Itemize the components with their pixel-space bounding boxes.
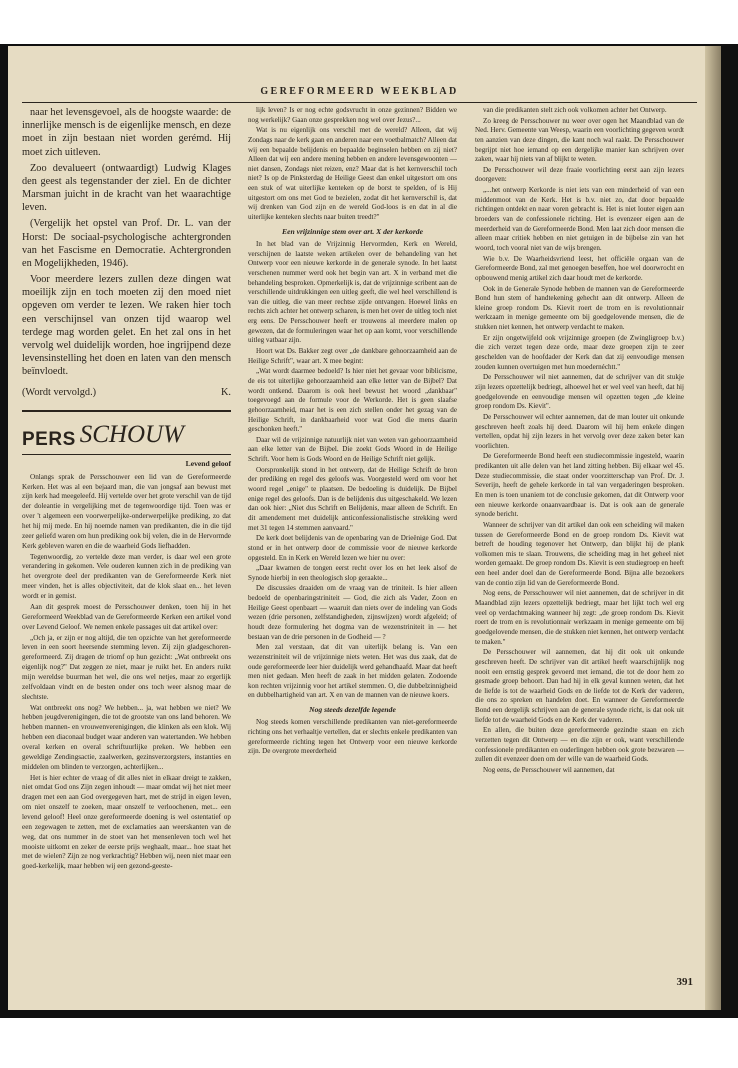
page-number: 391 xyxy=(676,976,693,988)
paragraph: „...het ontwerp Kerkorde is niet iets van een minderheid of van een middenmoot van de Kerk. Het is b.v. niet zo, dat door bepaalde richtingen ontdekt en naar voren gebracht is. Het is niet louter eigen aan broeders van de confessionele richting. Het is evenzeer eigen aan de meerderheid van de Gereformeerde Bond. Men laat zich door mensen die alleen maar critiek hebben en niet getuigen in de bijbelse zin van het woord, toch vooral niet van de wijs brengen. xyxy=(475,186,684,252)
to-be-continued: (Wordt vervolgd.) xyxy=(22,387,97,399)
paragraph: „Och ja, er zijn er nog altijd, die ten opzichte van het gereformeerde leven in een soort heersende stemming leven. Zij zijn gladgeschoren-gereformeerd. Zij dragen de triomf op hun gezicht: „Wat ontbreekt ons eigenlijk nog?" Dat zeggen ze niet, maar je ruikt het. En anders ruikt mijn wereldse buurman het wel, die ons wel netjes, maar zo ergerlijk zelfvoldaan vindt en de besten onder ons toch weer alsnog maar de slechtste. xyxy=(22,633,231,701)
section-subheading: Een vrijzinnige stem over art. X der kerkorde xyxy=(282,226,423,236)
section-subheading: Levend geloof xyxy=(185,459,231,469)
paragraph: Onlangs sprak de Persschouwer een lid van de Gereformeerde Kerken. Het was al een bejaard man, die van jongsaf aan bewust met zijn kerk had meegeleefd. Hij vertelde over het grote verschil van de tijd der doleantie in vergelijking met de tegenwoordige tijd. Toen was er over 't algemeen een voorwerpelijke-onderwerpelijke prediking, zo dat het hij mij mede. En hij noemde namen van predikanten, die in die tijd zeer geliefd waren om hun prediking ook bij velen, die in de Hervormde Kerk gebleven waren en die de waarheid Gods liefhadden. xyxy=(22,472,231,550)
column-2 xyxy=(248,106,457,758)
paragraph: De Persschouwer wil deze fraaie voorlichting eerst aan zijn lezers doorgeven: xyxy=(475,165,684,184)
continuation-line xyxy=(22,386,231,400)
paragraph: De Persschouwer wil niet aannemen, dat de schrijver van dit stukje zijn lezers opzettelijk bedriegt, alhoewel het er wel veel van heeft, dat hij goedgelovende en eenvoudige mensen wil opzetten tegen „de kleine groep rondom Ds. Kievit". xyxy=(475,373,684,411)
paragraph: Wat is nu eigenlijk ons verschil met de wereld? Alleen, dat wij Zondags naar de kerk gaan en anderen naar een voetbalmatch? Alleen dat wij een bepaalde belijdenis en bepaalde beginselen hebben en zij niet? Alleen dat wij een andere mening hebben en andere levensgewoonten — niet dansen, Zondags niet reizen, enz? Maar dat is het kernverschil toch niet? Is op de Pinksterdag de Heilige Geest dan enkel uitgestort om ons een stuk of wat uiterlijke kenteken op de borst te spelden, of is Hij uitgestort om ons met God te bezielen, zodat dit het kernverschil is, dat wij drenken van God zijn en de wereld God-loos is en dat in al die uiterlijke kenteken slechts naar buiten treedt?" xyxy=(248,126,457,222)
paragraph: Zo kreeg de Persschouwer nu weer over ogen het Maandblad van de Ned. Herv. Gemeente van Weesp, waarin een voorlichting gegeven wordt ten aanzien van deze dingen, die kant noch wal raakt. De Persschouwer begrijpt niet hoe iemand op een dergelijke manier kan schrijven over zaken, waar hij niets van af blijkt te weten. xyxy=(475,116,684,164)
section-subheading: Nog steeds dezelfde legende xyxy=(309,705,396,715)
paragraph: Het is hier echter de vraag of dit alles niet in elkaar dreigt te zakken, niet omdat God ons Zijn zegen inhoudt — maar omdat wij het niet meer dragen met een aan God overgegeven hart, met de strijd in eigen leven, om niet onszelf te zoeken, maar onszelf te verloochenen, met... een levend geloof! Heel onze gereformeerde doening is wel ostentatief op een zegewagen te zetten, met de exclamaties aan weerskanten van de weg, dat ons nummer in de stoet van het mensenleven toch wel het mooiste uitkomt en zeker de eerste prijs weghaalt, maar... hoe staat het met de wielen? Zijn ze nog verkrachtig? Hebben wij, neen niet maar een goed-kerkelijk, maar hebben wij een gezond-geeste- xyxy=(22,773,231,871)
page-edge xyxy=(705,46,721,1010)
paragraph: De Gereformeerde Bond heeft een studiecommissie ingesteld, waarin predikanten uit alle delen van het land zitting hebben. Bij elkaar wel 45. Deze studiecommissie, die staat onder voorzitterschap van Prof. Dr. J. Severijn, heeft de gehele kerkorde in tal van vergaderingen besproken. En men is toen unaniem tot de conclusie gekomen, dat dit Ontwerp voor een nieuwe kerkorde onaanvaardbaar is. Dat is ook aan de generale synode bericht. xyxy=(475,452,684,519)
paragraph: van die predikanten stelt zich ook volkomen achter het Ontwerp. xyxy=(483,106,667,114)
magazine-page xyxy=(8,46,721,1010)
column-3 xyxy=(475,106,684,777)
paragraph: De kerk doet belijdenis van de openbaring van de Drieënige God. Dat stond er in het ontwerp door de commissie voor de nieuwe kerkorde opgesteld. En in Kerk en Wereld lezen we hier nu over: xyxy=(248,534,457,562)
paragraph: De Persschouwer wil aannemen, dat hij dit ook uit onkunde geschreven heeft. De schrijver van dit artikel heeft waarschijnlijk nog nooit een ernstig gesprek gevoerd met iemand, die tot de door hem zo gesmade groep behoort. Dan had hij in elk geval kunnen weten, dat het de liefde is tot de waarheid Gods en de liefde tot de Kerk der vaderen, die ons zo spreken en handelen doet. En wanneer de Gereformeerde Bond een dergelijk schrijven aan de generale synode richt, is dat ook uit liefde tot de waarheid Gods en de Kerk der vaderen. xyxy=(475,648,684,724)
section-divider xyxy=(22,410,231,412)
paragraph: „Wat wordt daarmee bedoeld? Is hier niet het gevaar voor biblicisme, de eis tot uiterlijke gehoorzaamheid aan elke letter van de Bijbel? Dat wordt ontkend. Daarom is ook heel bewust het woord „dankbaar" toegevoegd aan de formule voor de Werkorde. Het is geen slaafse gehoorzaamheid, maar het is een zich stellen onder het gezag van de Heilige Schrift, in dankbaarheid voor wat God die mens daarin geschonken heeft." xyxy=(248,367,457,434)
paragraph: Oorspronkelijk stond in het ontwerp, dat de Heilige Schrift de bron der prediking en regel des geloofs was. Voorgesteld werd om voor het woord regel „enige" te plaatsen. De bedoeling is duidelijk. De Bijbel enige regel des geloofs. Dan is de belijdenis dus uitgeschakeld. We lezen dan ook hier: „Niet dus Schrift en Belijdenis, maar alleen de Schrift. En dit amendement met duidelijk anticonfessionalistische strekking werd met 31 tegen 14 stemmen aanvaard." xyxy=(248,465,457,532)
persschouw-body xyxy=(22,473,231,872)
paragraph: „Daar kwamen de tongen eerst recht over los en het leek alsof de Synode hierbij in een theologisch slop geraakte... xyxy=(248,564,457,582)
paragraph: Nog steeds komen verschillende predikanten van niet-gereformeerde richting ons het verhaaltje vertellen, dat er slechts enkele predikanten van gereformeerde richting tegen het Ontwerp voor een nieuwe kerkorde zijn. De overgrote meerderheid xyxy=(248,718,457,756)
paragraph: Hoort wat Ds. Bakker zegt over „de dankbare gehoorzaamheid aan de Heilige Schrift", waar art. X mee begint: xyxy=(248,347,457,365)
logo-schouw: SCHOUW xyxy=(79,421,184,449)
paragraph: lijk leven? Is er nog echte godsvrucht in onze gezinnen? Bidden we nog werkelijk? Gaan onze gesprekken nog wel over Jezus?... xyxy=(248,106,457,124)
paragraph: Men zal verstaan, dat dit van uiterlijk belang is. Van een wezenstriniteit wil de vrijzinnige niets weten. Het was dus zaak, dat de oude gereformeerde leer hier duidelijk werd gehandhaafd. Maar dat heeft men niet gedaan. Men heeft de zaak in het midden gelaten. Zodoende kon rechten vrijzinnig voor het artikel stemmen. O, die dubbelzinnigheid en dubbelhartigheid van art. X en van de mannen van de nieuwe koers. xyxy=(248,643,457,700)
paragraph: Wanneer de schrijver van dit artikel dan ook een scheiding wil maken tussen de Gereformeerde Bond en de groep rondom Ds. Kievit wat betreft de houding tegenover het Ontwerp, dan blijkt hij de plank volkomen mis te slaan. Trouwens, die scheiding mag in het geheel niet worden gemaakt. De groep rondom Ds. Kievit is een studiegroep en heeft een heel ander doel dan de Gereformeerde Bond. Bijna alle bezoekers van de contio zijn lid van de Gereformeerde Bond. xyxy=(475,520,685,587)
author-initial: K. xyxy=(220,387,231,399)
logo-pers: PERS xyxy=(22,428,76,450)
paragraph: Er zijn ongetwijfeld ook vrijzinnige groepen (de Zwingligroep b.v.) die zich verzet tegen deze orde, maar deze groepen zijn te zeer geschelden van de hoofdader der Kerk dan dat zij eenvoudige mensen zouden kunnen overtuigen met hun moedernéchtt." xyxy=(475,333,684,371)
paragraph: Aan dit gesprek moest de Persschouwer denken, toen hij in het Gereformeerd Weekblad van de Gereformeerde Kerken een artikel vond over Levend Geloof. We nemen enkele passages uit dat artikel over: xyxy=(22,602,231,631)
paragraph: Nog eens, de Persschouwer wil niet aannemen, dat de schrijver in dit Maandblad zijn lezers opzettelijk bedriegt, maar het lijkt toch wel erg veel op verdachtmaking wanneer hij zegt: „de groep rondom Ds. Kievit roert de trom en is revolutionnair werkzaam in menige gemeente om bij goedgelovende mensen, die de stukken niet kennen, het ontwerp verdacht te maken." xyxy=(475,589,684,646)
paragraph: De discussies draaiden om de vraag van de triniteit. Is hier alleen bedoeld de openbaringstriniteit — God, die zich als Vader, Zoon en Heilige Geest openbaart — waaruit dan niets over de indeling van Gods wezen (drie personen, zelfstandigheden, zijnswijzen) wordt afgeleid; of houdt deze formulering het dogma van de wezenstriniteit in — het bestaan van de drie personen in de Godheid — ? xyxy=(248,584,457,641)
paragraph: Voor meerdere lezers zullen deze dingen wat moeilijk zijn en toch moeten zij den moed niet opgeven om verder te lezen. We raken hier toch een verschijnsel van onzen tijd waarop wel terdege mag worden gelet. En het zal ons in het vervolg wel duidelijk worden, hoe ingrijpend deze levensinstelling het doen en laten van den mensch beïnvloedt. xyxy=(22,274,231,378)
logo-rule xyxy=(22,454,231,455)
paragraph: En allen, die buiten deze gereformeerde gezindte staan en zich verzetten tegen dit Ontwerp — en die zijn er ook, want verschillende confessionele predikanten en ouderlingen hebben ook grote bezwaren — zullen dit evenzeer doen om der wille van de waarheid Gods. xyxy=(475,726,684,764)
paragraph: Ook in de Generale Synode hebben de mannen van de Gereformeerde Bond hun stem of handtekening gehecht aan dit ontwerp. Alleen de kleine groep rondom Ds. Kievit roert de trom en is revolutionnair werkzaam in menige gemeente om bij goedgelovende mensen, die de stukken niet kennen, het ontwerp verdacht te maken. xyxy=(475,284,684,332)
running-header xyxy=(22,86,697,103)
paragraph: Wie b.v. De Waarheidsvriend leest, het officiële orgaan van de Gereformeerde Bond, zal met genoegen beseffen, hoe wel doorwrocht en opbouwend menig artikel zich daar houdt met de kerkorde. xyxy=(475,254,684,282)
paragraph: Daar wil de vrijzinnige natuurlijk niet van weten van gehoorzaamheid aan elke letter van de Bijbel. Die zoekt Gods Woord in de Heilige Schrift. Voor hem is Gods Woord en de Heilige Schrift niet gelijk. xyxy=(248,435,457,464)
persschouw-logo xyxy=(22,418,231,452)
paragraph: Tegenwoordig, zo vertelde deze man verder, is daar wel een grote verandering in gekomen. Vele ouderen kunnen zich in de prediking van het overgrote deel der predikanten van de Gereformeerde Kerk niet meer vinden, het is alles objectiviteit, dat de klok slaat en... het leven wordt er in gemist. xyxy=(22,552,231,601)
column-1 xyxy=(22,106,231,873)
paragraph: Wat ontbreekt ons nog? We hebben... ja, wat hebben we niet? We hebben jeugdverenigingen, die tot de grootste van ons land behoren. We hebben mannen- en vrouwenverenigingen, die klinken als een klok. Wij hebben een diaconaal budget waar anderen van watertanden. We hebben overal kerken en overal schriftuurlijke preken. We hebben een geweldige Zendingsactie, zaalwerken, gezinsverzorgsters, instanties en middelen om blinden te verzorgen, achterlijken... xyxy=(22,703,231,771)
paragraph: Nog eens, de Persschouwer wil aannemen, dat xyxy=(483,765,615,774)
article-ending xyxy=(22,106,231,378)
paragraph: (Vergelijk het opstel van Prof. Dr. L. van der Horst: De sociaal-psychologische achtergronden van het Fascisme en Democratie. Achtergronden en Mogelijkheden, 1946). xyxy=(22,218,231,269)
paragraph: Zoo devalueert (ontwaardigt) Ludwig Klages den geest als tegenstander der ziel. En de dichter Marsman juicht in de kracht van het waarachtige leven. xyxy=(22,162,231,214)
paragraph: naar het levensgevoel, als de hoogste waarde: de innerlijke mensch is de eigenlijke mensch, en deze moet in zijn bestaan niet worden gerémd. Hij moet zich uitleven. xyxy=(22,107,231,158)
header-title: GEREFORMEERD WEEKBLAD xyxy=(260,86,459,97)
paragraph: In het blad van de Vrijzinnig Hervormden, Kerk en Wereld, verschijnen de laatste weken artikelen over de behandeling van het Ontwerp voor een nieuwe kerkorde in de generale synode. In het laatst verschenen nummer werd ook het begin van art. X in verband met die behandeling besproken. Opmerkelijk is, dat de vrijzinnige scribent aan de verschillende uitdrukkingen een uitleg geeft, die wel heel verschillend is van die uitleg, die van meer rechtse zijde ontvangen. Hoewel links en rechts zich achter het ontwerp scharen, is men het over de uitleg toch niet erg eens. De Persschouwer heeft er trouwens al meerdere malen op gewezen, dat de formuleringen waar het op aan komt, voor verschillende uitleg vatbaar zijn. xyxy=(248,240,458,345)
paragraph: De Persschouwer wil echter aannemen, dat de man louter uit onkunde geschreven heeft zoals hij deed. Daarom wil hij hem enkele dingen vertellen, opdat hij zijn lezers in het vervolg over deze zaken beter kan voorlichten. xyxy=(475,412,684,450)
